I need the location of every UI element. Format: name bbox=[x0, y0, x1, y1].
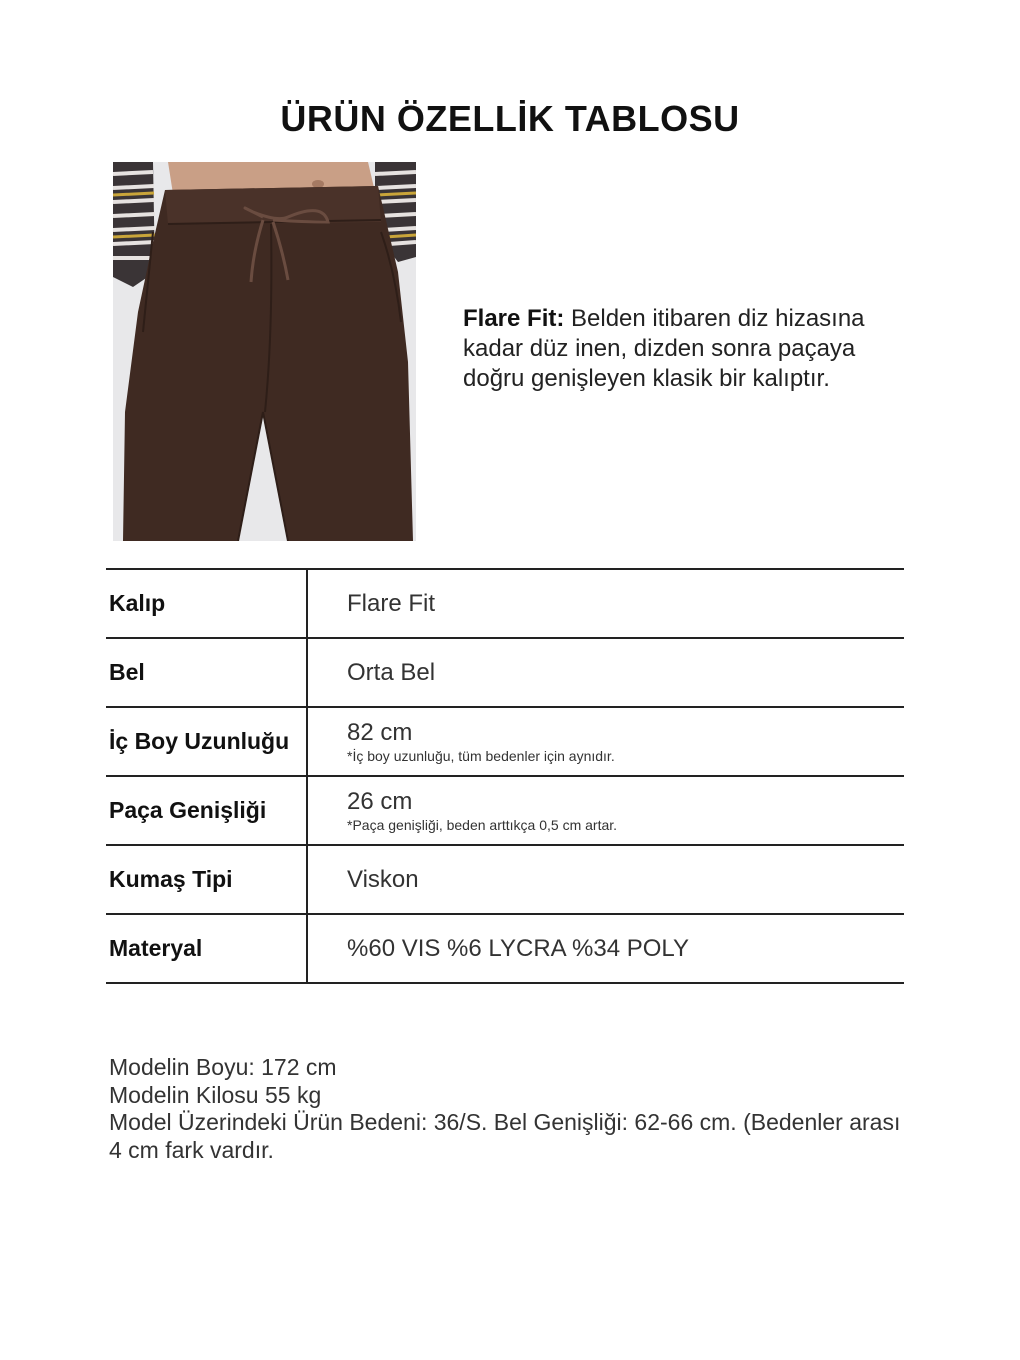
fit-description bbox=[463, 304, 923, 394]
spec-table bbox=[106, 568, 904, 984]
model-height: Modelin Boyu: 172 cm bbox=[109, 1054, 337, 1080]
spec-value-cell bbox=[347, 570, 435, 637]
fit-description-text: Belden itibaren diz hizasına kadar düz inen, dizden sonra paçaya doğru genişleyen klasik bir kalıptır. bbox=[463, 305, 865, 392]
spec-row bbox=[106, 639, 904, 708]
spec-value-cell bbox=[347, 915, 689, 982]
page-title: ÜRÜN ÖZELLİK TABLOSU bbox=[280, 98, 740, 139]
spec-label: Kumaş Tipi bbox=[109, 866, 233, 892]
spec-value-cell bbox=[347, 777, 617, 844]
model-info bbox=[109, 1054, 909, 1164]
spec-row bbox=[106, 777, 904, 846]
model-size: Model Üzerindeki Ürün Bedeni: 36/S. Bel Genişliği: 62-66 cm. (Bedenler arası 4 cm fark vardır. bbox=[109, 1109, 901, 1163]
spec-value: Orta Bel bbox=[347, 658, 436, 686]
spec-value-cell bbox=[347, 846, 419, 913]
spec-value: 82 cm bbox=[347, 719, 413, 746]
spec-label: İç Boy Uzunluğu bbox=[109, 728, 290, 754]
spec-label: Kalıp bbox=[109, 590, 166, 616]
pants-illustration bbox=[113, 162, 416, 541]
spec-row bbox=[106, 846, 904, 915]
spec-row bbox=[106, 708, 904, 777]
model-weight: Modelin Kilosu 55 kg bbox=[109, 1081, 322, 1108]
spec-note: *İç boy uzunluğu, tüm bedenler için aynıdır. bbox=[347, 748, 615, 764]
spec-value: %60 VIS %6 LYCRA %34 POLY bbox=[347, 934, 689, 962]
spec-value-cell bbox=[347, 639, 435, 706]
spec-value: Viskon bbox=[347, 865, 419, 893]
spec-label: Paça Genişliği bbox=[109, 797, 267, 823]
spec-row bbox=[106, 568, 904, 639]
spec-row bbox=[106, 915, 904, 984]
spec-note: *Paça genişliği, beden arttıkça 0,5 cm artar. bbox=[347, 817, 618, 833]
spec-value: 26 cm bbox=[347, 788, 413, 815]
fit-name: Flare Fit: bbox=[463, 305, 565, 332]
spec-value: Flare Fit bbox=[347, 589, 436, 617]
spec-label: Bel bbox=[109, 659, 145, 685]
product-photo bbox=[113, 162, 416, 541]
spec-value-cell bbox=[347, 708, 615, 775]
spec-label: Materyal bbox=[109, 935, 203, 961]
